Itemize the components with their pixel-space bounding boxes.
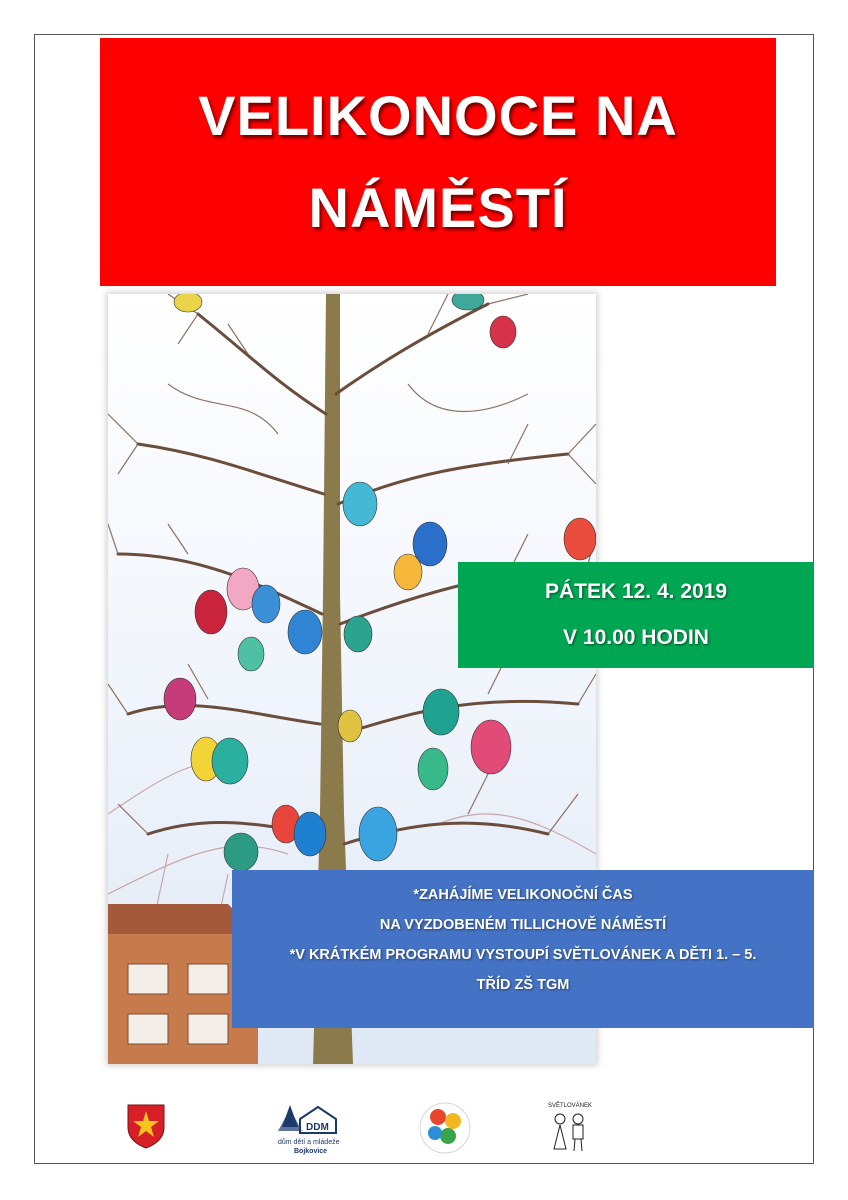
event-date-box: [458, 562, 814, 668]
ddm-logo-icon: [274, 1099, 344, 1155]
event-info-box: [232, 870, 814, 1028]
sponsor-logos: [0, 1095, 848, 1165]
title-line-2: NÁMĚSTÍ: [308, 176, 568, 239]
ddm-logo-town: Bojkovice: [294, 1148, 328, 1155]
ddm-logo-label: DDM: [306, 1122, 329, 1133]
svetlovanek-logo-label: SVĚTLOVÁNEK: [548, 1103, 592, 1109]
info-line-4: TŘÍD ZŠ TGM: [476, 977, 570, 993]
svetlovanek-logo-icon: [546, 1099, 592, 1155]
info-line-3: *V KRÁTKÉM PROGRAMU VYSTOUPÍ SVĚTLOVÁNEK A DĚTI 1. – 5.: [289, 947, 757, 963]
info-line-1: *ZAHÁJÍME VELIKONOČNÍ ČAS: [413, 887, 633, 903]
title-line-1: VELIKONOCE NA: [198, 84, 678, 147]
event-date: PÁTEK 12. 4. 2019: [544, 580, 728, 603]
ddm-logo-caption: dům dětí a mládeže: [278, 1139, 340, 1146]
event-time: V 10.00 HODIN: [563, 626, 709, 649]
town-crest-icon: [126, 1103, 166, 1149]
title-banner: [100, 38, 776, 286]
info-line-2: NA VYZDOBENÉM TILLICHOVĚ NÁMĚSTÍ: [379, 917, 667, 933]
school-logo-icon: [418, 1101, 472, 1155]
